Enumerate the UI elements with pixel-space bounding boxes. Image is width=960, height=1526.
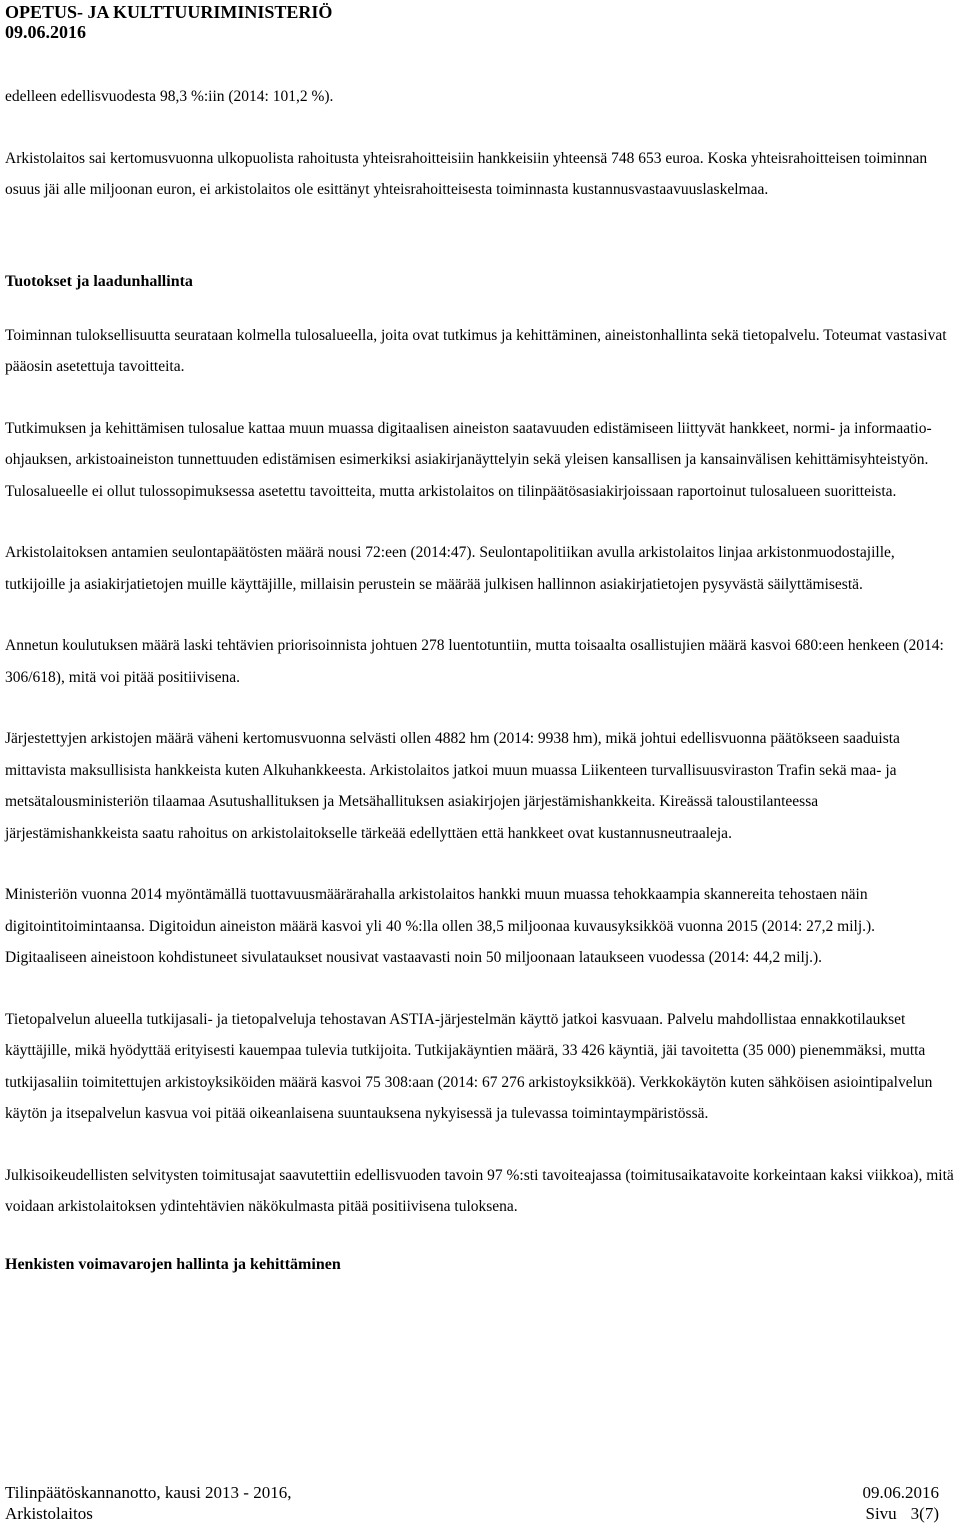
section-heading-tuotokset: Tuotokset ja laadunhallinta [5,272,193,290]
page-header [5,2,332,42]
page-label: Sivu [865,1504,897,1523]
paragraph-1: edelleen edellisvuodesta 98,3 %:iin (2014: 101,2 %). [5,88,334,105]
footer-title: Tilinpäätöskannanotto, kausi 2013 - 2016, [5,1483,292,1502]
page-footer [5,1482,939,1524]
section-heading-henkisten: Henkisten voimavarojen hallinta ja kehittäminen [5,1255,341,1273]
header-date: 09.06.2016 [5,22,86,42]
document-body [5,81,955,1303]
footer-organization: Arkistolaitos [5,1504,93,1523]
paragraph-6: Annetun koulutuksen määrä laski tehtävien priorisoinnista johtuen 278 luentotuntiin, mutta toisaalta osallistujien määrä kasvoi 680:een henkeen (2014: 306/618), mitä voi pitää positiivisena. [5,637,944,686]
paragraph-10: Julkisoikeudellisten selvitysten toimitusajat saavutettiin edellisvuoden tavoin 97 %:sti tavoiteajassa (toimitusaikatavoite korkeintaan kaksi viikkoa), mitä voidaan arkistolaitoksen ydintehtävien näkökulmasta pitää positiivisena tuloksena. [5,1166,954,1215]
paragraph-8: Ministeriön vuonna 2014 myöntämällä tuottavuusmäärärahalla arkistolaitos hankki muun muassa tehokkaampia skannereita tehostaen näin digitointitoimintaansa. Digitoidun aineiston määrä kasvoi yli 40 %:lla ollen 38,5 miljoonaa kuvausyksikköä vuonna 2015 (2014: 27,2 milj.). Digitaaliseen aineistoon kohdistuneet sivulataukset nousivat vastaavasti noin 50 miljoonaan lataukseen vuodessa (2014: 44,2 milj.). [5,886,876,966]
footer-date: 09.06.2016 [862,1483,939,1502]
paragraph-7: Järjestettyjen arkistojen määrä väheni kertomusvuonna selvästi ollen 4882 hm (2014: 9938 hm), mikä johtui edellisvuonna päätökseen saaduista mittavista maksullisista hankkeista kuten Alkuhankkeesta. Arkistolaitos jatkoi muun muassa Liikenteen turvallisuusviraston Trafin sekä maa- ja metsätalousministeriön tilaamaa Asutushallituksen ja Metsähallituksen asiakirjojen järjestämishankkeita. Kireässä taloustilanteessa järjestämishankkeista saatu rahoitus on arkistolaitokselle tärkeää edellyttäen että hankkeet ovat kustannusneutraaleja. [5,730,900,842]
paragraph-9: Tietopalvelun alueella tutkijasali- ja tietopalveluja tehostavan ASTIA-järjestelmän käyttö jatkoi kasvuaan. Palvelu mahdollistaa ennakkotilaukset käyttäjille, mikä hyödyttää erityisesti kauempaa tulevia tutkijoita. Tutkijakäyntien määrä, 33 426 käyntiä, jäi tavoitetta (35 000) pienemmäksi, mutta tutkijasaliin toimitettujen arkistoyksiköiden määrä kasvoi 75 308:aan (2014: 67 276 arkistoyksikköä). Verkkokäytön kuten sähköisen asiointipalvelun käytön ja itsepalvelun kasvua voi pitää oikeanlaisena suuntauksena nykyisessä ja tulevassa toimintaympäristössä. [5,1010,933,1122]
paragraph-4: Tutkimuksen ja kehittämisen tulosalue kattaa muun muassa digitaalisen aineiston saatavuuden edistämiseen liittyvät hankkeet, normi- ja informaatio-ohjauksen, arkistoaineiston tunnettuuden edistämisen esimerkiksi asiakirjanäyttelyin sekä yleisen kansallisen ja kansainvälisen kehittämisyhteistyön. Tulosalueelle ei ollut tulossopimuksessa asetettu tavoitteita, mutta arkistolaitos on tilinpäätösasiakirjoissaan raportoinut tulosalueen suoritteista. [5,419,932,500]
paragraph-3: Toiminnan tuloksellisuutta seurataan kolmella tulosalueella, joita ovat tutkimus ja kehittäminen, aineistonhallinta sekä tietopalvelu. Toteumat vastasivat pääosin asetettuja tavoitteita. [5,326,947,375]
paragraph-5: Arkistolaitoksen antamien seulontapäätösten määrä nousi 72:een (2014:47). Seulontapolitiikan avulla arkistolaitos linjaa arkistonmuodostajille, tutkijoille ja asiakirjatietojen muille käyttäjille, millaisin perustein se määrää julkisen hallinnon asiakirjatietojen pysyvästä säilyttämisestä. [5,544,895,593]
ministry-name: OPETUS- JA KULTTUURIMINISTERIÖ [5,2,333,22]
paragraph-2: Arkistolaitos sai kertomusvuonna ulkopuolista rahoitusta yhteisrahoitteisiin hankkeisiin yhteensä 748 653 euroa. Koska yhteisrahoitteisen toiminnan osuus jäi alle miljoonan euron, ei arkistolaitos ole esittänyt yhteisrahoitteisesta toiminnasta kustannusvastaavuuslaskelmaa. [5,149,928,198]
page-number [865,1503,939,1524]
page-number-value: 3(7) [910,1504,939,1523]
